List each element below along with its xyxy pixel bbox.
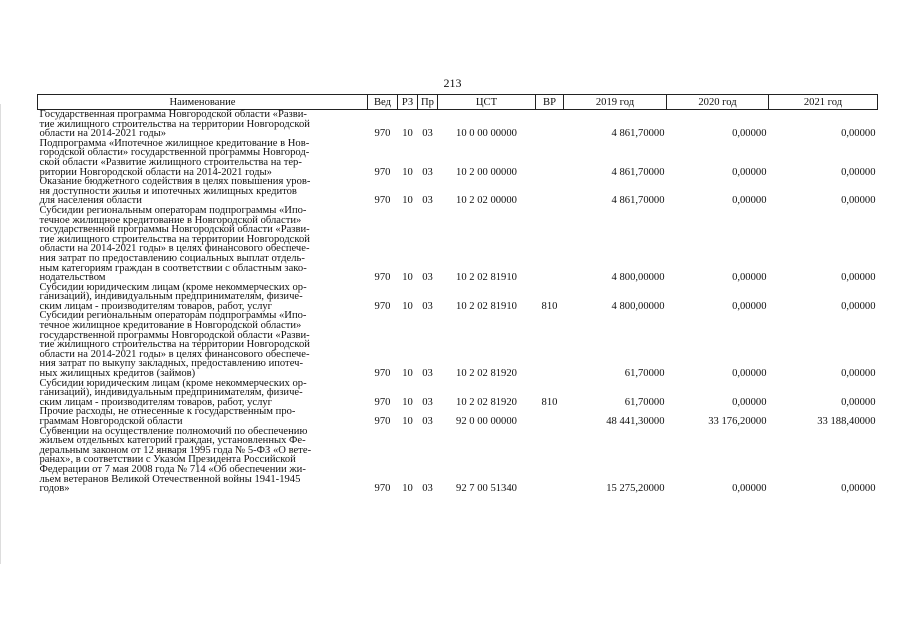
row-name-line: тие жилищного строительства на территории Новгородской (39, 118, 310, 130)
amount-2019-cell: 15 275,20000 (606, 483, 665, 495)
header-name: Наименование (38, 95, 368, 110)
row-name-line: ской области «Развитие жилищного строительства на тер- (39, 156, 302, 168)
row-name-line: ским лицам - производителям товаров, работ, услуг (39, 300, 273, 312)
header-cst: ЦСТ (438, 95, 536, 110)
amount-2020-cell: 0,00000 (732, 483, 767, 495)
row-name-cell (38, 283, 368, 312)
amount-2021-cell: 0,00000 (841, 300, 876, 312)
cst-cell: 10 2 02 00000 (456, 195, 517, 207)
pr-cell: 03 (422, 166, 433, 178)
row-name-line: ским лицам - производителям товаров, работ, услуг (39, 396, 273, 408)
row-name-cell (38, 206, 368, 283)
amount-2020-cell: 0,00000 (732, 128, 767, 140)
row-name-line: ния затрат по выкупу закладных, предоставлению ипотеч- (39, 358, 303, 370)
row-name-line: ганизаций), индивидуальным предпринимателям, физиче- (39, 291, 303, 303)
rz-cell: 10 (402, 195, 413, 207)
ved-cell: 970 (374, 128, 391, 140)
row-name-cell (38, 139, 368, 177)
ved-cell: 970 (374, 396, 391, 408)
pr-cell: 03 (422, 416, 433, 427)
row-name-line: Оказание бюджетного содействия в целях повышения уров- (39, 176, 311, 188)
amount-2020-cell: 0,00000 (732, 368, 767, 380)
vr-cell (536, 177, 564, 206)
row-name-line: годов» (39, 483, 70, 495)
rz-cell: 10 (402, 128, 413, 140)
vr-cell (536, 311, 564, 378)
ved-cell: 970 (374, 300, 391, 312)
rz-cell: 10 (402, 368, 413, 380)
table-row (38, 110, 878, 139)
row-name-line: жильем отдельных категорий граждан, установленных Фе- (39, 435, 306, 447)
row-name-line: ния затрат по предоставлению социальных выплат отдель- (39, 252, 305, 264)
row-name-line: тие жилищного строительства на территории Новгородской (39, 233, 310, 245)
ved-cell: 970 (374, 195, 391, 207)
table-body (38, 110, 878, 494)
ved-cell: 970 (374, 272, 391, 284)
row-name-cell (38, 110, 368, 139)
row-name-line: льем ветеранов Великой Отечественной войны 1941-1945 (39, 473, 301, 485)
pr-cell: 03 (422, 195, 433, 207)
row-name-line: для населения области (39, 195, 142, 207)
amount-2021-cell: 0,00000 (841, 166, 876, 178)
amount-2021-cell: 33 188,40000 (817, 416, 876, 427)
ved-cell: 970 (374, 166, 391, 178)
amount-2019-cell: 61,70000 (624, 396, 665, 408)
amount-2019-cell: 61,70000 (624, 368, 665, 380)
header-2021: 2021 год (769, 95, 878, 110)
amount-2019-cell: 4 861,70000 (611, 166, 665, 178)
amount-2021-cell: 0,00000 (841, 272, 876, 284)
pr-cell: 03 (422, 368, 433, 380)
cst-cell: 92 0 00 00000 (456, 416, 517, 427)
table-row (38, 283, 878, 312)
header-2019: 2019 год (564, 95, 667, 110)
row-name-cell (38, 379, 368, 408)
amount-2020-cell: 0,00000 (732, 300, 767, 312)
row-name-line: области на 2014-2021 годы» (39, 128, 167, 140)
cst-cell: 10 2 02 81910 (456, 272, 517, 284)
vr-cell (536, 206, 564, 283)
header-vr: ВР (536, 95, 564, 110)
header-rz: РЗ (398, 95, 418, 110)
row-name-line: ганизаций), индивидуальным предпринимателям, физиче- (39, 387, 303, 399)
row-name-line: деральным законом от 12 января 1995 года № 5-ФЗ «О вете- (39, 444, 312, 456)
pr-cell: 03 (422, 128, 433, 140)
row-name-cell (38, 311, 368, 378)
table-row (38, 139, 878, 177)
row-name-line: ных жилищных кредитов (займов) (39, 368, 196, 380)
row-name-line: ритории Новгородской области на 2014-2021 годы» (39, 166, 272, 178)
cst-cell: 10 0 00 00000 (456, 128, 517, 140)
row-name-line: Субсидии региональным операторам подпрограммы «Ипо- (39, 310, 307, 322)
amount-2020-cell: 0,00000 (732, 272, 767, 284)
rz-cell: 10 (402, 483, 413, 495)
row-name-line: ня доступности жилья и ипотечных жилищных кредитов (39, 185, 297, 197)
table-row (38, 407, 878, 426)
row-name-line: граммам Новгородской области (39, 416, 183, 427)
table-row (38, 379, 878, 408)
row-name-line: нодательством (39, 272, 106, 284)
ved-cell: 970 (374, 483, 391, 495)
amount-2019-cell: 4 861,70000 (611, 128, 665, 140)
vr-cell (536, 110, 564, 139)
row-name-line: области на 2014-2021 годы» в целях финансового обеспече- (39, 243, 310, 255)
cst-cell: 10 2 02 81910 (456, 300, 517, 312)
cst-cell: 10 2 02 81920 (456, 368, 517, 380)
pr-cell: 03 (422, 396, 433, 408)
row-name-line: государственной программы Новгородской области «Разви- (39, 329, 310, 341)
row-name-line: Субвенции на осуществление полномочий по обеспечению (39, 425, 308, 437)
cst-cell: 10 2 00 00000 (456, 166, 517, 178)
table-header-row (38, 95, 878, 110)
amount-2019-cell: 4 800,00000 (611, 300, 665, 312)
amount-2020-cell: 0,00000 (732, 195, 767, 207)
amount-2020-cell: 33 176,20000 (708, 416, 767, 427)
table-row (38, 311, 878, 378)
amount-2019-cell: 48 441,30000 (606, 416, 665, 427)
ved-cell: 970 (374, 416, 391, 427)
page-edge-shadow (0, 104, 4, 564)
pr-cell: 03 (422, 300, 433, 312)
amount-2021-cell: 0,00000 (841, 483, 876, 495)
amount-2021-cell: 0,00000 (841, 195, 876, 207)
row-name-line: Государственная программа Новгородской области «Разви- (39, 109, 307, 120)
vr-cell (536, 427, 564, 494)
rz-cell: 10 (402, 396, 413, 408)
amount-2020-cell: 0,00000 (732, 396, 767, 408)
amount-2021-cell: 0,00000 (841, 396, 876, 408)
header-2020: 2020 год (667, 95, 769, 110)
table-row (38, 427, 878, 494)
ved-cell: 970 (374, 368, 391, 380)
cst-cell: 92 7 00 51340 (456, 483, 517, 495)
row-name-line: городской области» государственной программы Новгород- (39, 147, 310, 159)
table-row (38, 177, 878, 206)
row-name-line: Подпрограмма «Ипотечное жилищное кредитование в Нов- (39, 137, 310, 149)
amount-2019-cell: 4 861,70000 (611, 195, 665, 207)
rz-cell: 10 (402, 272, 413, 284)
row-name-line: ранах», в соответствии с Указом Президента Российской (39, 454, 296, 466)
vr-cell: 810 (541, 300, 558, 312)
amount-2019-cell: 4 800,00000 (611, 272, 665, 284)
header-pr: Пр (418, 95, 438, 110)
pr-cell: 03 (422, 483, 433, 495)
row-name-line: области на 2014-2021 годы» в целях финансового обеспече- (39, 348, 310, 360)
row-name-line: Федерации от 7 мая 2008 года № 714 «Об обеспечении жи- (39, 463, 306, 475)
pr-cell: 03 (422, 272, 433, 284)
amount-2021-cell: 0,00000 (841, 368, 876, 380)
row-name-cell (38, 177, 368, 206)
vr-cell: 810 (541, 396, 558, 408)
row-name-line: Прочие расходы, не отнесенные к государственным про- (39, 406, 296, 418)
vr-cell (536, 139, 564, 177)
rz-cell: 10 (402, 166, 413, 178)
row-name-line: тие жилищного строительства на территории Новгородской (39, 339, 310, 351)
row-name-cell (38, 427, 368, 494)
row-name-line: Субсидии региональным операторам подпрограммы «Ипо- (39, 204, 307, 216)
page-number: 213 (443, 76, 462, 90)
row-name-line: Субсидии юридическим лицам (кроме некоммерческих ор- (39, 377, 307, 389)
table-row (38, 206, 878, 283)
amount-2020-cell: 0,00000 (732, 166, 767, 178)
amount-2021-cell: 0,00000 (841, 128, 876, 140)
rz-cell: 10 (402, 300, 413, 312)
row-name-cell (38, 407, 368, 426)
budget-table (37, 94, 878, 494)
row-name-line: Субсидии юридическим лицам (кроме некоммерческих ор- (39, 281, 307, 293)
row-name-line: течное жилищное кредитование в Новгородской области» (39, 214, 302, 226)
row-name-line: течное жилищное кредитование в Новгородской области» (39, 320, 302, 332)
row-name-line: ным категориям граждан в соответствии с областным зако- (39, 262, 307, 274)
vr-cell (536, 407, 564, 426)
rz-cell: 10 (402, 416, 413, 427)
row-name-line: государственной программы Новгородской области «Разви- (39, 224, 310, 236)
header-ved: Вед (368, 95, 398, 110)
cst-cell: 10 2 02 81920 (456, 396, 517, 408)
